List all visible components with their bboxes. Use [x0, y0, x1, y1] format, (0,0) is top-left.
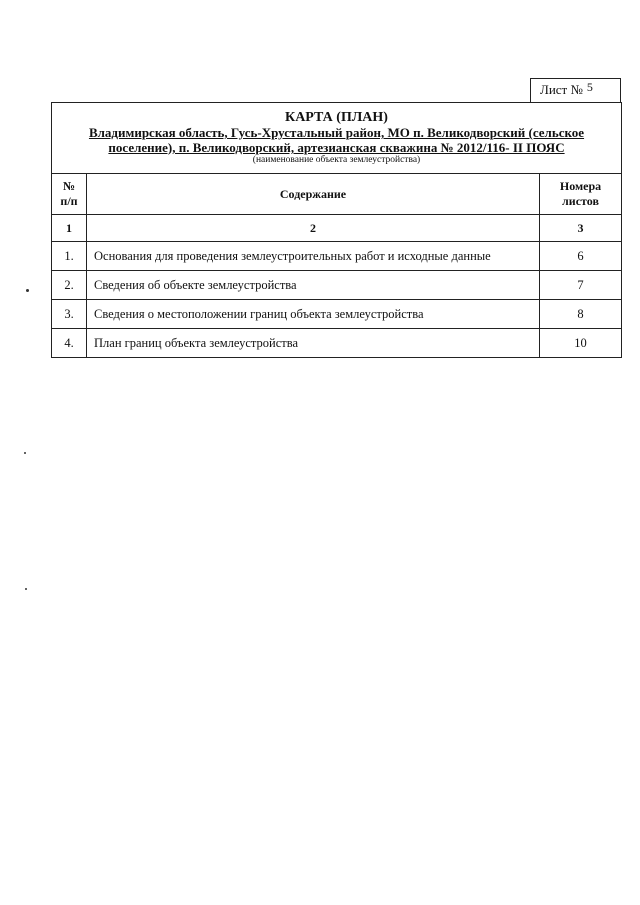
column-index-3: 3: [540, 215, 622, 242]
scan-speck: [25, 588, 27, 590]
header-content: Содержание: [87, 174, 540, 215]
row-content: План границ объекта землеустройства: [87, 329, 540, 358]
column-index-1: 1: [52, 215, 87, 242]
row-content: Основания для проведения землеустроительных работ и исходные данные: [87, 242, 540, 271]
row-pages: 8: [540, 300, 622, 329]
header-pages: [540, 174, 622, 215]
title-cell: [52, 103, 622, 174]
row-number: 4.: [52, 329, 87, 358]
header-pages-line-1: Номера: [559, 179, 602, 193]
sheet-number-box: [530, 78, 621, 102]
contents-table: [51, 102, 622, 358]
column-index-row: [52, 215, 622, 242]
table-row: [52, 329, 622, 358]
row-pages: 6: [540, 242, 622, 271]
row-pages: 10: [540, 329, 622, 358]
object-description-line-2: поселение), п. Великодворский, артезианская скважина № 2012/116- II ПОЯС: [108, 140, 565, 155]
table-row: [52, 242, 622, 271]
row-number: 3.: [52, 300, 87, 329]
header-num: [52, 174, 87, 215]
document-title: КАРТА (ПЛАН): [285, 110, 388, 125]
object-name-caption: (наименование объекта землеустройства): [252, 155, 421, 165]
row-pages: 7: [540, 271, 622, 300]
header-num-line-1: №: [62, 179, 76, 193]
header-num-line-2: п/п: [60, 194, 78, 208]
sheet-label: Лист №: [540, 82, 583, 97]
row-content: Сведения об объекте землеустройства: [87, 271, 540, 300]
header-pages-line-2: листов: [562, 194, 599, 208]
table-row: [52, 271, 622, 300]
row-content: Сведения о местоположении границ объекта землеустройства: [87, 300, 540, 329]
row-number: 2.: [52, 271, 87, 300]
column-index-2: 2: [87, 215, 540, 242]
header-row: [52, 174, 622, 215]
scan-speck: [26, 289, 29, 292]
row-number: 1.: [52, 242, 87, 271]
sheet-number: 5: [586, 80, 593, 94]
table-row: [52, 300, 622, 329]
title-row: [52, 103, 622, 174]
object-description-line-1: Владимирская область, Гусь-Хрустальный район, МО п. Великодворский (сельское: [88, 125, 585, 140]
scan-speck: [24, 452, 26, 454]
